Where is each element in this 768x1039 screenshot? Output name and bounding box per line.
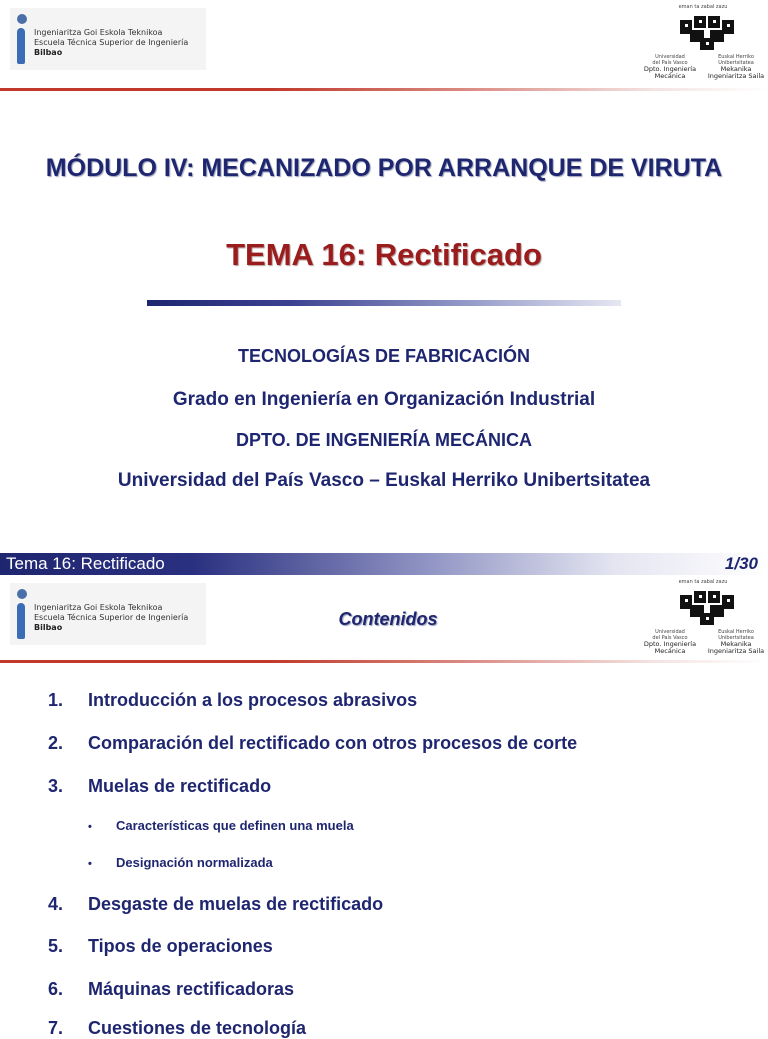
list-item: 3. Muelas de rectificado (48, 776, 272, 796)
upv-ehu-logo (640, 579, 766, 659)
upv-motto: eman ta zabal zazu (678, 579, 728, 585)
upv-right-caption: Euskal Herriko Unibertsitatea (718, 629, 754, 641)
ehu-logo-line-3: Bilbao (34, 48, 63, 57)
upv-left-caption: Universidad del País Vasco (652, 54, 688, 66)
upv-emblem-icon (680, 12, 736, 52)
list-item: 4. Desgaste de muelas de rectificado (48, 894, 384, 914)
module-title: MÓDULO IV: MECANIZADO POR ARRANQUE DE VIRUTA (45, 154, 723, 182)
department-name: DPTO. DE INGENIERÍA MECÁNICA (235, 430, 533, 450)
logo-bar-icon (17, 28, 25, 64)
header-divider (0, 660, 768, 663)
list-subitem: • Características que definen una muela (88, 818, 354, 833)
footer-topic-label: Tema 16: Rectificado (6, 554, 165, 573)
list-subitem: • Designación normalizada (88, 855, 273, 870)
dept-caption-eu: Mekanika Ingeniaritza Saila (707, 65, 765, 80)
ehu-logo-text (34, 603, 188, 633)
ehu-logo-line-2: Escuela Técnica Superior de Ingeniería (34, 613, 189, 622)
dept-caption-es: Dpto. Ingeniería Mecánica (643, 640, 697, 655)
list-item: 1. Introducción a los procesos abrasivos (48, 690, 418, 710)
dept-caption-es: Dpto. Ingeniería Mecánica (643, 65, 697, 80)
subject-name: TECNOLOGÍAS DE FABRICACIÓN (237, 346, 530, 366)
list-item: 2. Comparación del rectificado con otros procesos de corte (48, 733, 578, 753)
ehu-logo-text (34, 28, 188, 58)
slide-footer-bar (0, 553, 768, 575)
page-counter: 1/30 (724, 554, 758, 573)
ehu-school-logo (10, 583, 206, 645)
ehu-logo-line-1: Ingeniaritza Goi Eskola Teknikoa (34, 603, 163, 612)
logo-dot-icon (17, 589, 27, 599)
degree-name: Grado en Ingeniería en Organización Industrial (172, 389, 596, 410)
upv-emblem-icon (680, 587, 736, 627)
list-item: 5. Tipos de operaciones (48, 936, 273, 956)
upv-left-caption: Universidad del País Vasco (652, 629, 688, 641)
university-name: Universidad del País Vasco – Euskal Herriko Unibertsitatea (117, 470, 651, 491)
list-item: 6. Máquinas rectificadoras (48, 979, 295, 999)
ehu-logo-line-2: Escuela Técnica Superior de Ingeniería (34, 38, 189, 47)
dept-caption-eu: Mekanika Ingeniaritza Saila (707, 640, 765, 655)
contents-slide (0, 553, 768, 1038)
upv-ehu-logo (640, 4, 766, 84)
header-divider (0, 88, 768, 91)
title-underline-bar (147, 300, 621, 306)
ehu-school-logo (10, 8, 206, 70)
ehu-logo-line-1: Ingeniaritza Goi Eskola Teknikoa (34, 28, 163, 37)
logo-bar-icon (17, 603, 25, 639)
logo-dot-icon (17, 14, 27, 24)
tema-title: TEMA 16: Rectificado (226, 237, 542, 272)
upv-motto: eman ta zabal zazu (678, 4, 728, 10)
list-item: 7. Cuestiones de tecnología (48, 1018, 307, 1038)
ehu-logo-line-3: Bilbao (34, 623, 63, 632)
contents-heading: Contenidos (338, 609, 438, 629)
upv-right-caption: Euskal Herriko Unibertsitatea (718, 54, 754, 66)
